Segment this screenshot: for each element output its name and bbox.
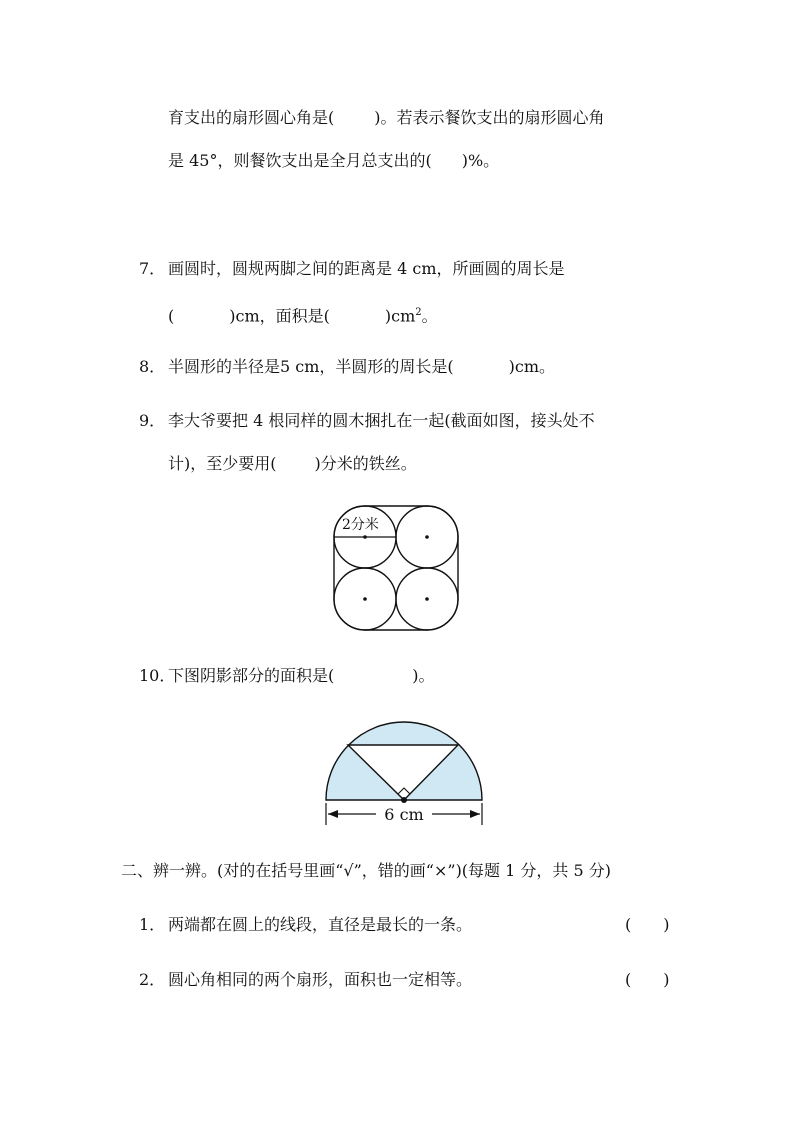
q9-line2-text-b: )分米的铁丝。 — [314, 454, 417, 473]
judge-1-answer-paren[interactable]: ( ) — [625, 915, 670, 934]
section-2-title — [121, 860, 611, 882]
center-dot — [363, 597, 367, 601]
q10-text-b: )。 — [412, 666, 435, 685]
q9-line2-text-a: 计)，至少要用( — [168, 454, 277, 473]
q8-text-a: 半圆形的半径是5 cm，半圆形的周长是( — [168, 357, 454, 376]
judge-2-answer-paren[interactable]: ( ) — [625, 970, 670, 989]
q9-line1 — [139, 410, 595, 432]
judge-1-number: 1． — [139, 915, 166, 934]
q7-line1-text: 画圆时，圆规两脚之间的距离是 4 cm，所画圆的周长是 — [168, 259, 565, 278]
section-2-title-text: 二、辨一辨。(对的在括号里画“√”，错的画“×”)(每题 1 分，共 5 分) — [121, 861, 611, 880]
q7-superscript: 2 — [415, 307, 422, 318]
q6-line1-text-a: 育支出的扇形圆心角是( — [168, 108, 335, 127]
diameter-label: 2分米 — [342, 517, 379, 533]
arrow-left-icon — [328, 810, 338, 818]
q10-line — [139, 665, 435, 687]
q8-text-b: )cm。 — [508, 357, 556, 376]
q9-number: 9． — [139, 411, 166, 430]
q7-line1 — [139, 258, 565, 280]
q7-line2 — [168, 302, 438, 327]
center-dot — [363, 535, 367, 539]
judge-2-number: 2． — [139, 970, 166, 989]
q10-text-a: 下图阴影部分的面积是( — [168, 666, 335, 685]
q6-line2-text-b: )%。 — [461, 151, 500, 170]
arrow-right-icon — [470, 810, 480, 818]
q6-line1 — [168, 107, 605, 129]
center-dot — [425, 597, 429, 601]
four-logs-figure — [326, 500, 466, 640]
center-dot — [425, 535, 429, 539]
q8-line — [139, 356, 555, 378]
q9-line2 — [168, 453, 417, 475]
center-point — [401, 797, 407, 803]
judge-item-1 — [139, 914, 472, 936]
q10-number: 10． — [139, 666, 176, 685]
judge-item-2 — [139, 969, 472, 991]
semicircle-figure — [318, 715, 490, 827]
q6-line2-text-a: 是 45°，则餐饮支出是全月总支出的( — [168, 151, 432, 170]
q6-line1-text-b: )。若表示餐饮支出的扇形圆心角 — [374, 108, 605, 127]
q7-line2-text-b: )cm，面积是( — [229, 306, 330, 326]
q7-number: 7． — [139, 259, 166, 278]
q7-line2-text-a: ( — [168, 306, 175, 326]
judge-1-text: 两端都在圆上的线段，直径是最长的一条。 — [168, 915, 473, 934]
q7-line2-text-c: )cm — [384, 306, 416, 326]
judge-2-text: 圆心角相同的两个扇形，面积也一定相等。 — [168, 970, 473, 989]
q9-line1-text: 李大爷要把 4 根同样的圆木捆扎在一起(截面如图，接头处不 — [168, 411, 595, 430]
q6-line2 — [168, 150, 499, 172]
q7-line2-text-d: 。 — [421, 306, 438, 326]
width-label: 6 cm — [384, 805, 424, 824]
q8-number: 8． — [139, 357, 166, 376]
